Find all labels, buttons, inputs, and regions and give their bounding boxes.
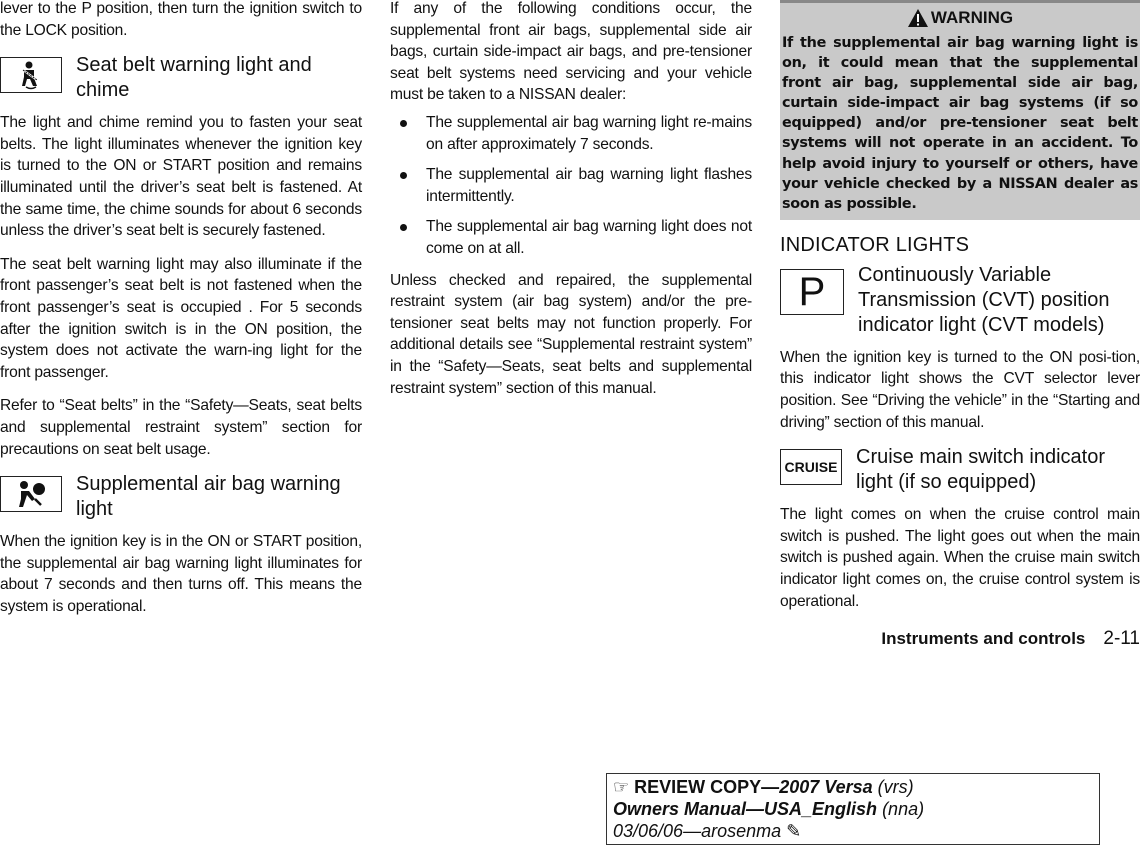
column-middle — [390, 0, 752, 399]
cruise-light-title: Cruise main switch indicator light (if so equipped) — [856, 446, 1105, 494]
cruise-icon: CRUISE — [784, 459, 838, 476]
footer-section-title: Instruments and controls — [881, 629, 1086, 648]
review-label: REVIEW COPY— — [634, 777, 780, 797]
cruise-paragraph: The light comes on when the cruise control main switch is pushed. The light goes out when the main switch is pushed again. When the cruise main switch indicator light comes on, the cruise control system is operational. — [780, 506, 1140, 610]
warning-header — [782, 3, 1138, 33]
cvt-light-heading — [780, 263, 1140, 338]
review-manual: Owners Manual—USA_English — [613, 799, 878, 819]
airbag-icon — [15, 479, 47, 509]
review-model-code: (vrs) — [872, 777, 914, 797]
list-item: The supplemental air bag warning light flashes intermittently. — [390, 164, 752, 207]
conditions-list — [390, 112, 752, 260]
seatbelt-light-title: Seat belt warning light and chime — [76, 54, 312, 102]
seatbelt-paragraph-2: The seat belt warning light may also illuminate if the front passenger’s seat belt is not fastened when the front passenger’s seat is occupied . For 5 seconds after the ignition switch is in the ON position, the system does not activate the warn-ing light for the front passenger. — [0, 255, 362, 381]
airbag-paragraph-1: When the ignition key is in the ON or START position, the supplemental air bag warning light illuminates for about 7 seconds and then turns off. This means the system is operational. — [0, 533, 362, 615]
column-right — [780, 0, 1140, 612]
airbag-icon-box — [0, 476, 62, 512]
section-heading: INDICATOR LIGHTS — [780, 233, 970, 256]
pointer-hand-icon: ☞ — [613, 777, 630, 797]
review-line-2 — [613, 798, 1093, 820]
list-item: The supplemental air bag warning light re-mains on after approximately 7 seconds. — [390, 112, 752, 155]
column-left — [0, 0, 362, 617]
conditions-outro: Unless checked and repaired, the supplemental restraint system (air bag system) and/or the pre-tensioner seat belts may not function properly. For additional details see “Supplemental restraint system” in the “Safety—Seats, seat belts and supplemental restraint system” section of this manual. — [390, 271, 752, 397]
seatbelt-light-heading — [0, 53, 362, 103]
list-item: The supplemental air bag warning light does not come on at all. — [390, 216, 752, 259]
cvt-p-icon: P — [798, 269, 826, 314]
cvt-paragraph: When the ignition key is turned to the ON posi-tion, this indicator light shows the CVT selector lever position. See “Driving the vehicle” in the “Starting and driving” section of this manual. — [780, 348, 1140, 431]
warning-text: If the supplemental air bag warning light is on, it could mean that the supplemental front air bag, supplemental side air bag, curtain side-impact air bag systems (if so equipped) and/or pre-tensioner seat belt systems will not operate in an accident. To help avoid injury to yourself or others, have your vehicle checked by a NISSAN dealer as soon as possible. — [782, 35, 1138, 212]
warning-label: WARNING — [930, 8, 1014, 27]
review-date: 03/06/06—arosenma — [613, 821, 782, 841]
cruise-icon-box — [780, 449, 842, 485]
airbag-light-heading — [0, 472, 362, 522]
page-number: 2-11 — [1103, 628, 1140, 649]
review-model: 2007 Versa — [779, 777, 873, 797]
cvt-light-title: Continuously Variable Transmission (CVT) position indicator light (CVT models) — [858, 263, 1110, 336]
intro-paragraph: lever to the P position, then turn the ignition switch to the LOCK position. — [0, 0, 362, 39]
cvt-icon-box — [780, 269, 844, 315]
seatbelt-icon — [17, 60, 45, 90]
seatbelt-icon-box — [0, 57, 62, 93]
review-line-3 — [613, 820, 1093, 842]
warning-box — [780, 0, 1140, 220]
page-footer — [780, 628, 1140, 650]
conditions-intro: If any of the following conditions occur, the supplemental front air bags, supplemental side air bags, curtain side-impact air bags, and pre-tensioner seat belt systems need servicing and your vehicle must be taken to a NISSAN dealer: — [390, 0, 752, 104]
pencil-icon: ✎ — [786, 821, 802, 841]
warning-triangle-icon — [907, 8, 929, 28]
review-copy-stamp — [606, 773, 1100, 845]
seatbelt-paragraph-1: The light and chime remind you to fasten your seat belts. The light illuminates whenever the ignition key is turned to the ON or START position and remains illuminated until the driver’s seat belt is fastened. At the same time, the chime sounds for about 6 seconds unless the driver’s seat belt is securely fastened. — [0, 114, 362, 240]
review-line-1 — [613, 776, 1093, 798]
review-manual-code: (nna) — [877, 799, 925, 819]
seatbelt-paragraph-3: Refer to “Seat belts” in the “Safety—Seats, seat belts and supplemental restraint system” section for precautions on seat belt usage. — [0, 397, 362, 458]
airbag-light-title: Supplemental air bag warning light — [76, 473, 341, 521]
cruise-light-heading — [780, 445, 1140, 495]
